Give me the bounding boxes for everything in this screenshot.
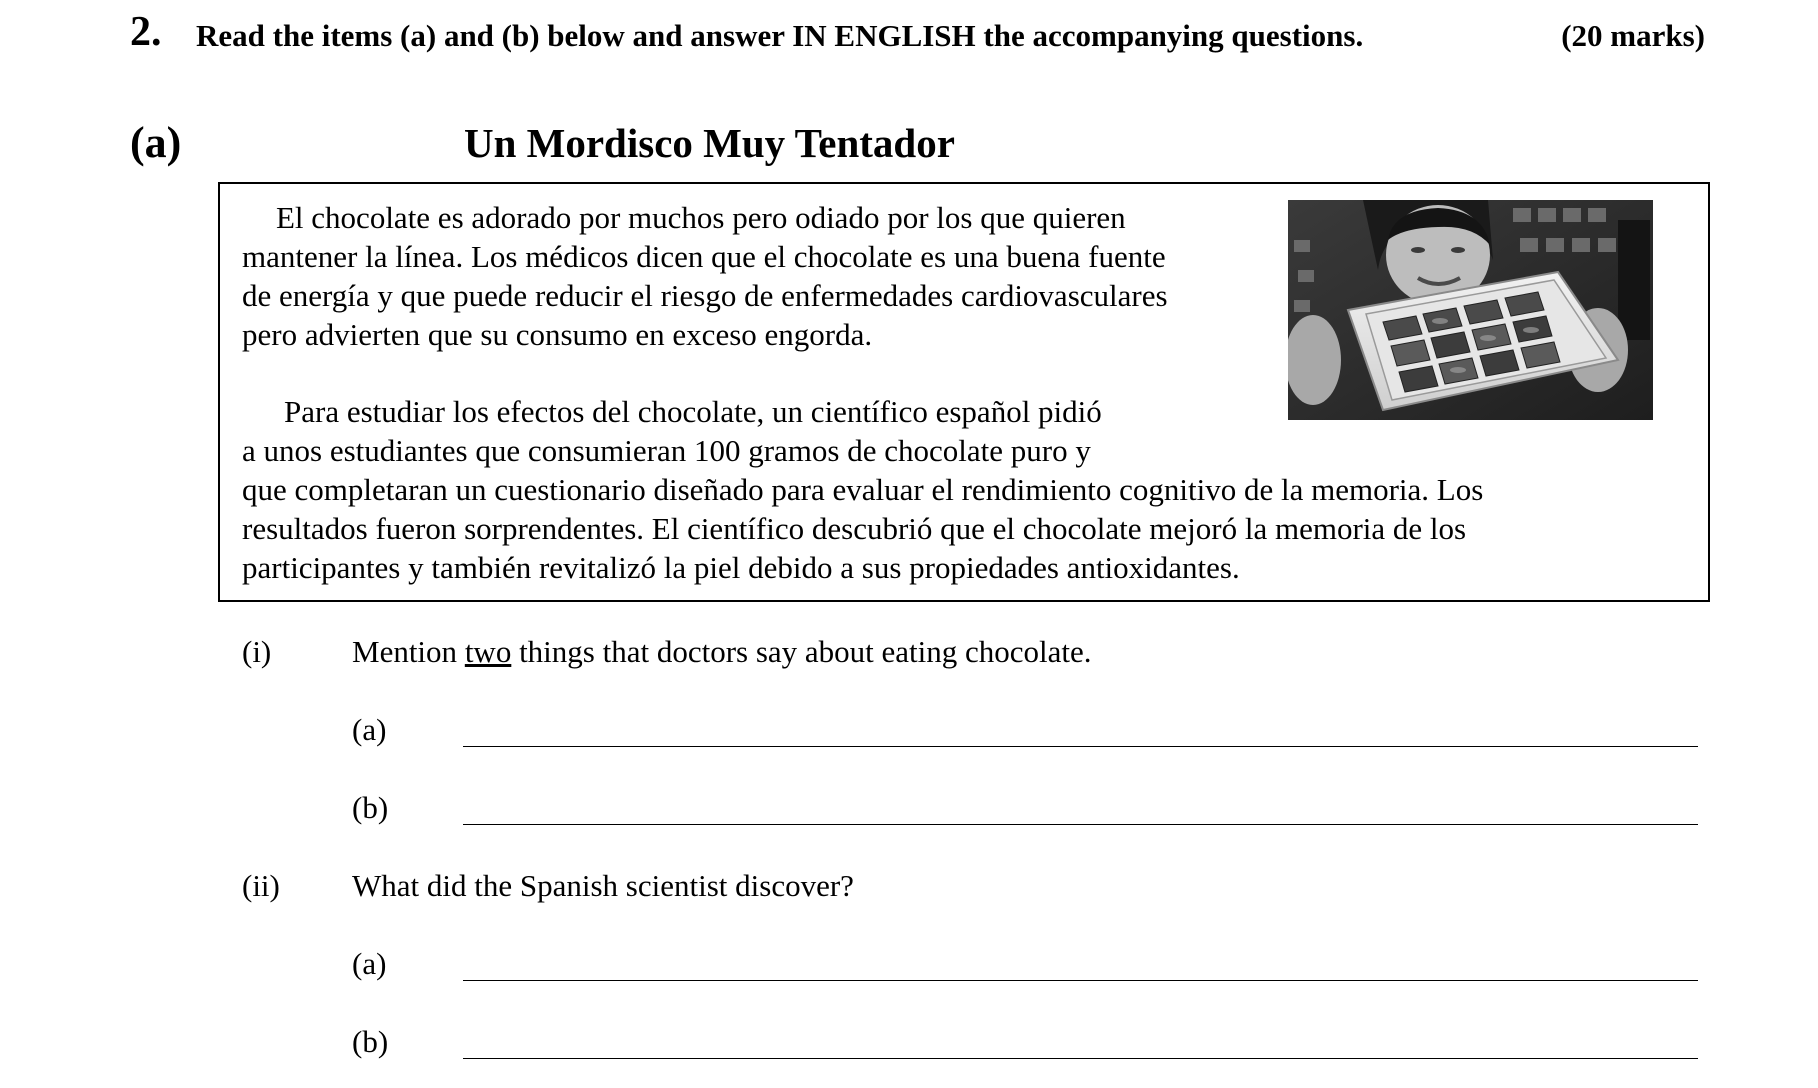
question-ii-label: (ii) <box>242 868 280 903</box>
passage-line: El chocolate es adorado por muchos pero odiado por los que quieren <box>276 200 1126 235</box>
question-i-text-emphasis: two <box>464 634 512 669</box>
answer-i-b-line[interactable] <box>463 824 1698 825</box>
passage-paragraph-2 <box>242 392 1483 587</box>
question-instruction: Read the items (a) and (b) below and answer IN ENGLISH the accompanying questions. <box>196 18 1364 53</box>
answer-ii-b-line[interactable] <box>463 1058 1698 1059</box>
passage-line: resultados fueron sorprendentes. El científico descubrió que el chocolate mejoró la memoria de los <box>242 511 1467 546</box>
answer-i-a-label: (a) <box>352 712 387 747</box>
answer-i-a-line[interactable] <box>463 746 1698 747</box>
answer-ii-a-line[interactable] <box>463 980 1698 981</box>
question-header <box>130 8 1705 58</box>
passage-paragraph-1 <box>242 198 1168 354</box>
passage-line: que completaran un cuestionario diseñado para evaluar el rendimiento cognitivo de la memoria. Los <box>242 472 1484 507</box>
passage-line: pero advierten que su consumo en exceso engorda. <box>242 317 873 352</box>
question-number: 2. <box>130 9 162 55</box>
answer-i-b-label: (b) <box>352 790 389 825</box>
passage-line: de energía y que puede reducir el riesgo de enfermedades cardiovasculares <box>242 278 1168 313</box>
part-label: (a) <box>130 118 182 167</box>
question-i-text <box>352 634 1092 670</box>
question-ii-text: What did the Spanish scientist discover? <box>352 868 854 903</box>
answer-ii-b-label: (b) <box>352 1024 389 1059</box>
passage-line: Para estudiar los efectos del chocolate, un científico español pidió <box>284 394 1102 429</box>
question-marks: (20 marks) <box>1561 18 1705 53</box>
passage-line: participantes y también revitalizó la piel debido a sus propiedades antioxidantes. <box>242 550 1240 585</box>
passage-line: mantener la línea. Los médicos dicen que el chocolate es una buena fuente <box>242 239 1166 274</box>
passage-title: Un Mordisco Muy Tentador <box>464 120 955 166</box>
answer-ii-a-label: (a) <box>352 946 387 981</box>
question-i-text-after: things that doctors say about eating chocolate. <box>511 634 1092 669</box>
question-i-label: (i) <box>242 634 272 669</box>
passage-box <box>218 182 1710 602</box>
passage-line: a unos estudiantes que consumieran 100 gramos de chocolate puro y <box>242 433 1091 468</box>
question-i-text-before: Mention <box>352 634 465 669</box>
chocolate-photo <box>1288 200 1653 420</box>
